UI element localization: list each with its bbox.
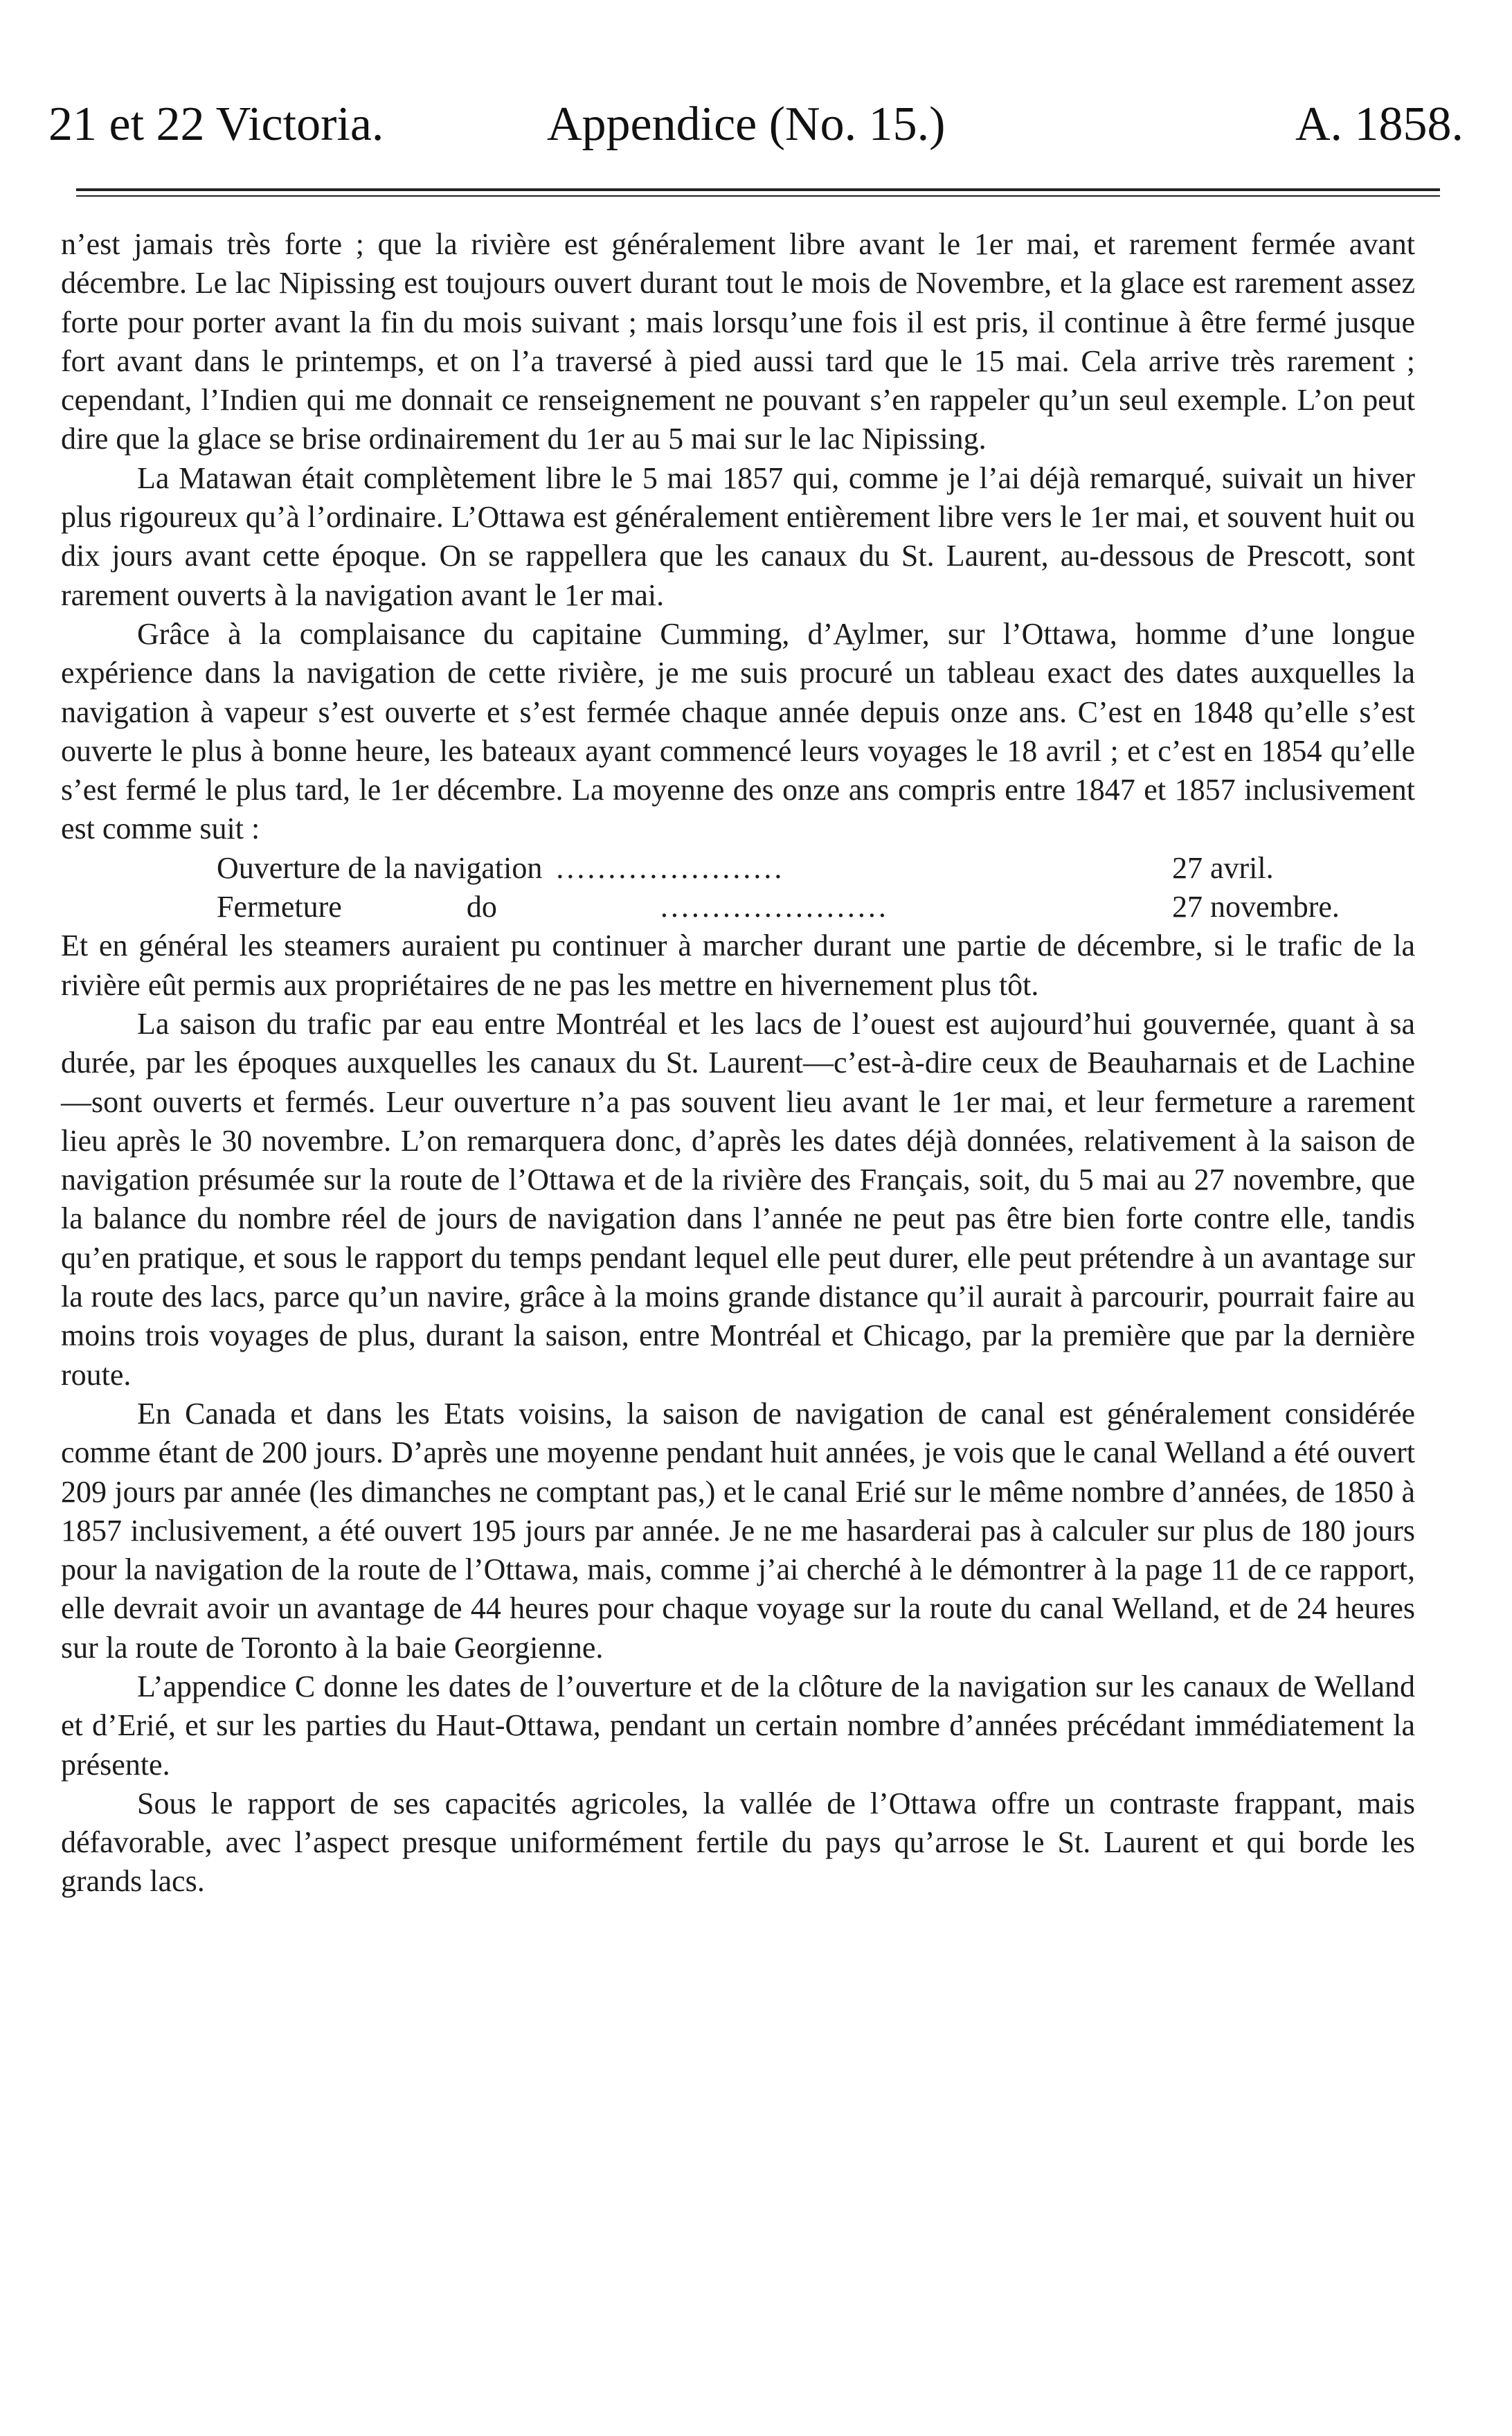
opening-label: Ouverture de la navigation — [217, 850, 543, 885]
paragraph: n’est jamais très forte ; que la rivière est généralement libre avant le 1er mai, et rarement fermée avant décembre. Le lac Nipissing est toujours ouvert durant tout le mois de Novembre, et la glace est rarement assez forte pour porter avant la fin du mois suivant ; mais lorsqu’une fois il est pris, il continue à être fermé jusque fort avant dans le printemps, et on l’a traversé à pied aussi tard que le 15 mai. Cela arrive très rarement ; cependant, l’Indien qui me donnait ce renseignement ne pouvant s’en rappeler qu’un seul exemple. L’on peut dire que la glace se brise ordinairement du 1er au 5 mai sur le lac Nipissing. — [61, 227, 1415, 456]
opening-row — [217, 849, 1394, 888]
paragraph: Et en général les steamers auraient pu continuer à marcher durant une partie de décembre, si le trafic de la rivière eût permis aux propriétaires de ne pas les mettre en hivernement plus tôt. — [61, 929, 1415, 1002]
body-text — [61, 225, 1415, 1901]
ditto-mark: do — [466, 890, 497, 924]
header-session: 21 et 22 Victoria. — [48, 98, 384, 151]
header-appendix: Appendice (No. 15.) — [547, 98, 946, 151]
closing-label: Fermeture — [217, 890, 342, 924]
leader-dots: ...................... — [660, 890, 889, 924]
paragraph: Sous le rapport de ses capacités agricoles, la vallée de l’Ottawa offre un contraste frappant, mais défavorable, avec l’aspect presque uniformément fertile du pays qu’arrose le St. Laurent et qui borde les grands lacs. — [61, 1786, 1415, 1899]
header-rule-thick — [76, 188, 1440, 191]
navigation-dates-table — [217, 849, 1394, 927]
page-header — [48, 97, 1464, 159]
paragraph: En Canada et dans les Etats voisins, la saison de navigation de canal est généralement considérée comme étant de 200 jours. D’après une moyenne pendant huit années, je vois que le canal Welland a été ouvert 209 jours par année (les dimanches ne comptant pas,) et le canal Erié sur le même nombre d’années, de 1850 à 1857 inclusivement, a été ouvert 195 jours par année. Je ne me hasarderai pas à calculer sur plus de 180 jours pour la navigation de la route de l’Ottawa, mais, comme j’ai cherché à le démontrer à la page 11 de ce rapport, elle devrait avoir un avantage de 44 heures pour chaque voyage sur la route du canal Welland, et de 24 heures sur la route de Toronto à la baie Georgienne. — [61, 1396, 1415, 1665]
header-rule-thin — [76, 195, 1440, 197]
header-year: A. 1858. — [1295, 98, 1464, 151]
leader-dots: ...................... — [556, 850, 785, 885]
paragraph: L’appendice C donne les dates de l’ouverture et de la clôture de la navigation sur les canaux de Welland et d’Erié, et sur les parties du Haut-Ottawa, pendant un certain nombre d’années précédant immédiatement la présente. — [61, 1669, 1415, 1782]
opening-date: 27 avril. — [1172, 850, 1274, 885]
closing-row — [217, 888, 1394, 926]
closing-date: 27 novembre. — [1172, 890, 1340, 924]
paragraph: La saison du trafic par eau entre Montréal et les lacs de l’ouest est aujourd’hui gouvernée, quant à sa durée, par les époques auxquelles les canaux du St. Laurent—c’est-à-dire ceux de Beauharnais et de Lachine—sont ouverts et fermés. Leur ouverture n’a pas souvent lieu avant le 1er mai, et leur fermeture a rarement lieu après le 30 novembre. L’on remarquera donc, d’après les dates déjà données, relativement à la saison de navigation présumée sur la route de l’Ottawa et de la rivière des Français, soit, du 5 mai au 27 novembre, que la balance du nombre réel de jours de navigation dans l’année ne peut pas être bien forte contre elle, tandis qu’en pratique, et sous le rapport du temps pendant lequel elle peut durer, elle peut prétendre à un avantage sur la route des lacs, parce qu’un navire, grâce à la moins grande distance qu’il aurait à parcourir, pourrait faire au moins trois voyages de plus, durant la saison, entre Montréal et Chicago, par la première que par la dernière route. — [61, 1006, 1415, 1392]
paragraph: La Matawan était complètement libre le 5 mai 1857 qui, comme je l’ai déjà remarqué, suivait un hiver plus rigoureux qu’à l’ordinaire. L’Ottawa est généralement entièrement libre vers le 1er mai, et souvent huit ou dix jours avant cette époque. On se rappellera que les canaux du St. Laurent, au-dessous de Prescott, sont rarement ouverts à la navigation avant le 1er mai. — [61, 460, 1415, 612]
paragraph: Grâce à la complaisance du capitaine Cumming, d’Aylmer, sur l’Ottawa, homme d’une longue expérience dans la navigation de cette rivière, je me suis procuré un tableau exact des dates auxquelles la navigation à vapeur s’est ouverte et s’est fermée chaque année depuis onze ans. C’est en 1848 qu’elle s’est ouverte le plus à bonne heure, les bateaux ayant commencé leurs voyages le 18 avril ; et c’est en 1854 qu’elle s’est fermé le plus tard, le 1er décembre. La moyenne des onze ans compris entre 1847 et 1857 inclusivement est comme suit : — [61, 616, 1415, 846]
